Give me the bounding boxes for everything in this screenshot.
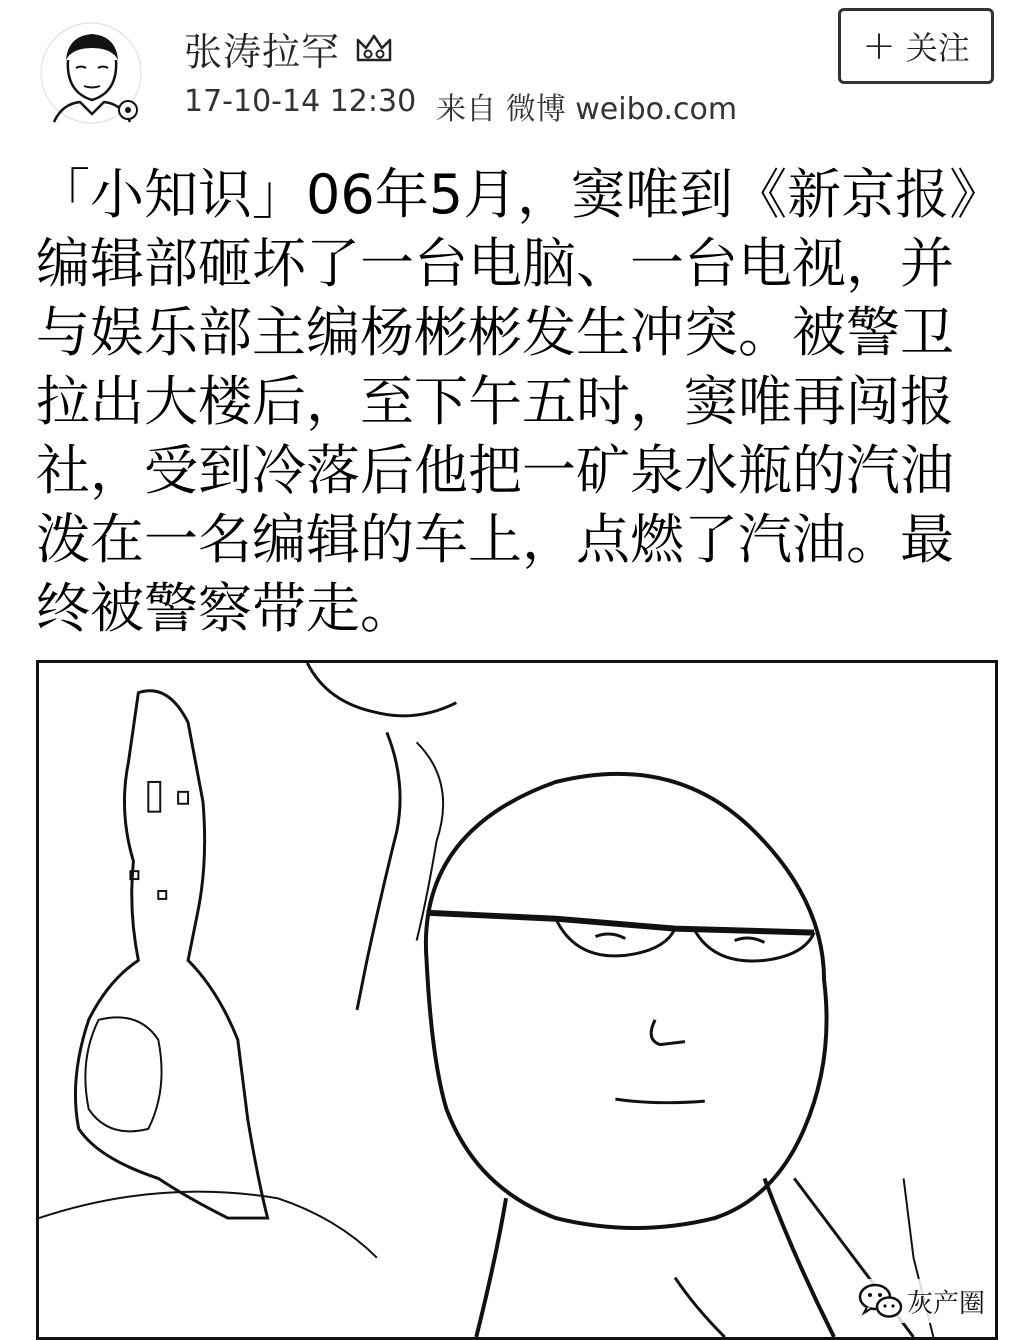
follow-label: 关注 (905, 29, 970, 67)
wechat-icon (857, 1281, 903, 1321)
user-info (184, 22, 394, 74)
source[interactable]: 来自 微博 weibo.com (436, 92, 738, 127)
username[interactable]: 张涛拉罕 (184, 29, 341, 74)
avatar-image (40, 18, 142, 128)
portrait-photo (39, 663, 995, 1337)
post-meta (184, 84, 737, 128)
verified-crown-icon[interactable] (354, 30, 394, 66)
watermark-label: 灰产圈 (906, 1288, 985, 1319)
post-image[interactable] (36, 660, 998, 1340)
plus-icon: + (862, 23, 896, 69)
follow-button[interactable] (838, 8, 994, 84)
post-text: 「小知识」06年5月，窦唯到《新京报》编辑部砸坏了一台电脑、一台电视，并与娱乐部主编杨彬彬发生冲突。被警卫拉出大楼后，至下午五时，窦唯再闯报社，受到冷落后他把一矿泉水瓶的汽油泼在一名编辑的车上，点燃了汽油。最终被警察带走。 (36, 163, 977, 640)
watermark (853, 1279, 989, 1323)
avatar[interactable] (40, 18, 142, 128)
timestamp: 17-10-14 12:30 (184, 84, 417, 119)
